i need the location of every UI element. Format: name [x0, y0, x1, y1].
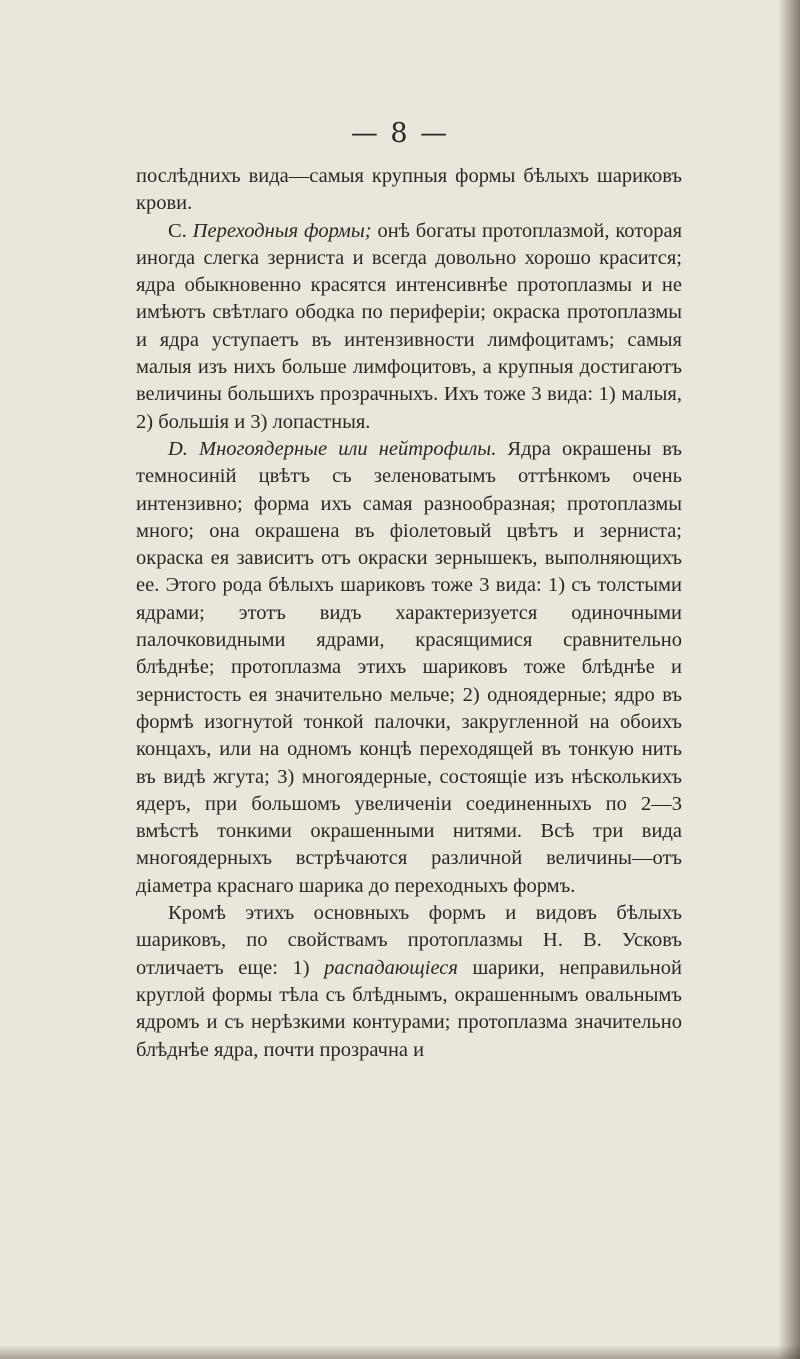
page-number: — 8 — [350, 118, 450, 149]
section-heading-italic: Многоядерные или нейтрофилы. [199, 437, 497, 460]
text-run: онѣ богаты протоплазмой, которая иногда слегка зерниста и всегда довольно хорошо красится; ядра обыкновенно красятся интенсивнѣе протоплазмы и не имѣютъ свѣтлаго ободка по перифеpiи; окраска протоплазмы и ядра уступаетъ въ интензивности лимфоцитамъ; самыя малыя изъ нихъ больше лимфоцитовъ, а крупныя достигаютъ величины большихъ прозрачныхъ. Ихъ тоже 3 вида: 1) малыя, 2) большiя и 3) лопастныя. [136, 219, 682, 433]
page-edge-shadow [778, 0, 800, 1359]
paragraph-transitional-forms [136, 218, 682, 436]
section-letter: C. [168, 219, 193, 242]
paragraph-continuation [136, 163, 682, 218]
paragraph-neutrophils [136, 436, 682, 900]
paragraph-other-forms [136, 900, 682, 1064]
text-run: Кромѣ этихъ основныхъ формъ и видовъ бѣлыхъ шариковъ, по свойствамъ протоплазмы Н. В. Усковъ отличаетъ еще: 1) [136, 902, 682, 979]
page-bottom-shadow [0, 1345, 800, 1359]
section-letter: D. [168, 437, 200, 460]
section-heading-italic: Переходныя формы; [192, 219, 372, 242]
italic-term: распадающiеся [324, 956, 458, 979]
text-run: послѣднихъ вида—самыя крупныя формы бѣлыхъ шариковъ крови. [136, 165, 682, 215]
text-run: Ядра окрашены въ темносинiй цвѣтъ съ зеленоватымъ оттѣнкомъ очень интензивно; форма ихъ самая разнообразная; протоплазмы много; она окрашена въ фiолетовый цвѣтъ и зерниста; окраска ея зависитъ отъ окраски зернышекъ, выполняющихъ ее. Этого рода бѣлыхъ шариковъ тоже 3 вида: 1) съ толстыми ядрами; этотъ видъ характеризуется одиночными палочковидными ядрами, красящимися сравнительно блѣднѣе; протоплазма этихъ шариковъ тоже блѣднѣе и зернистость ея значительно мельче; 2) одноядерные; ядро въ формѣ изогнутой тонкой палочки, закругленной на обоихъ концахъ, или на одномъ концѣ переходящей въ тонкую нить въ видѣ жгута; 3) многоядерные, состоящiе изъ нѣсколькихъ ядеръ, при большомъ увеличенiи соединенныхъ по 2—3 вмѣстѣ тонкими окрашенными нитями. Всѣ три вида многоядерныхъ встрѣчаются различной величины—отъ дiаметра краснаго шарика до переходныхъ формъ. [136, 437, 682, 897]
text-run: шарики, неправильной круглой формы тѣла съ блѣднымъ, окрашеннымъ овальнымъ ядромъ и съ нерѣзкими контурами; протоплазма значительно блѣднѣе ядра, почти прозрачна и [136, 956, 682, 1061]
body-text [136, 163, 682, 1064]
